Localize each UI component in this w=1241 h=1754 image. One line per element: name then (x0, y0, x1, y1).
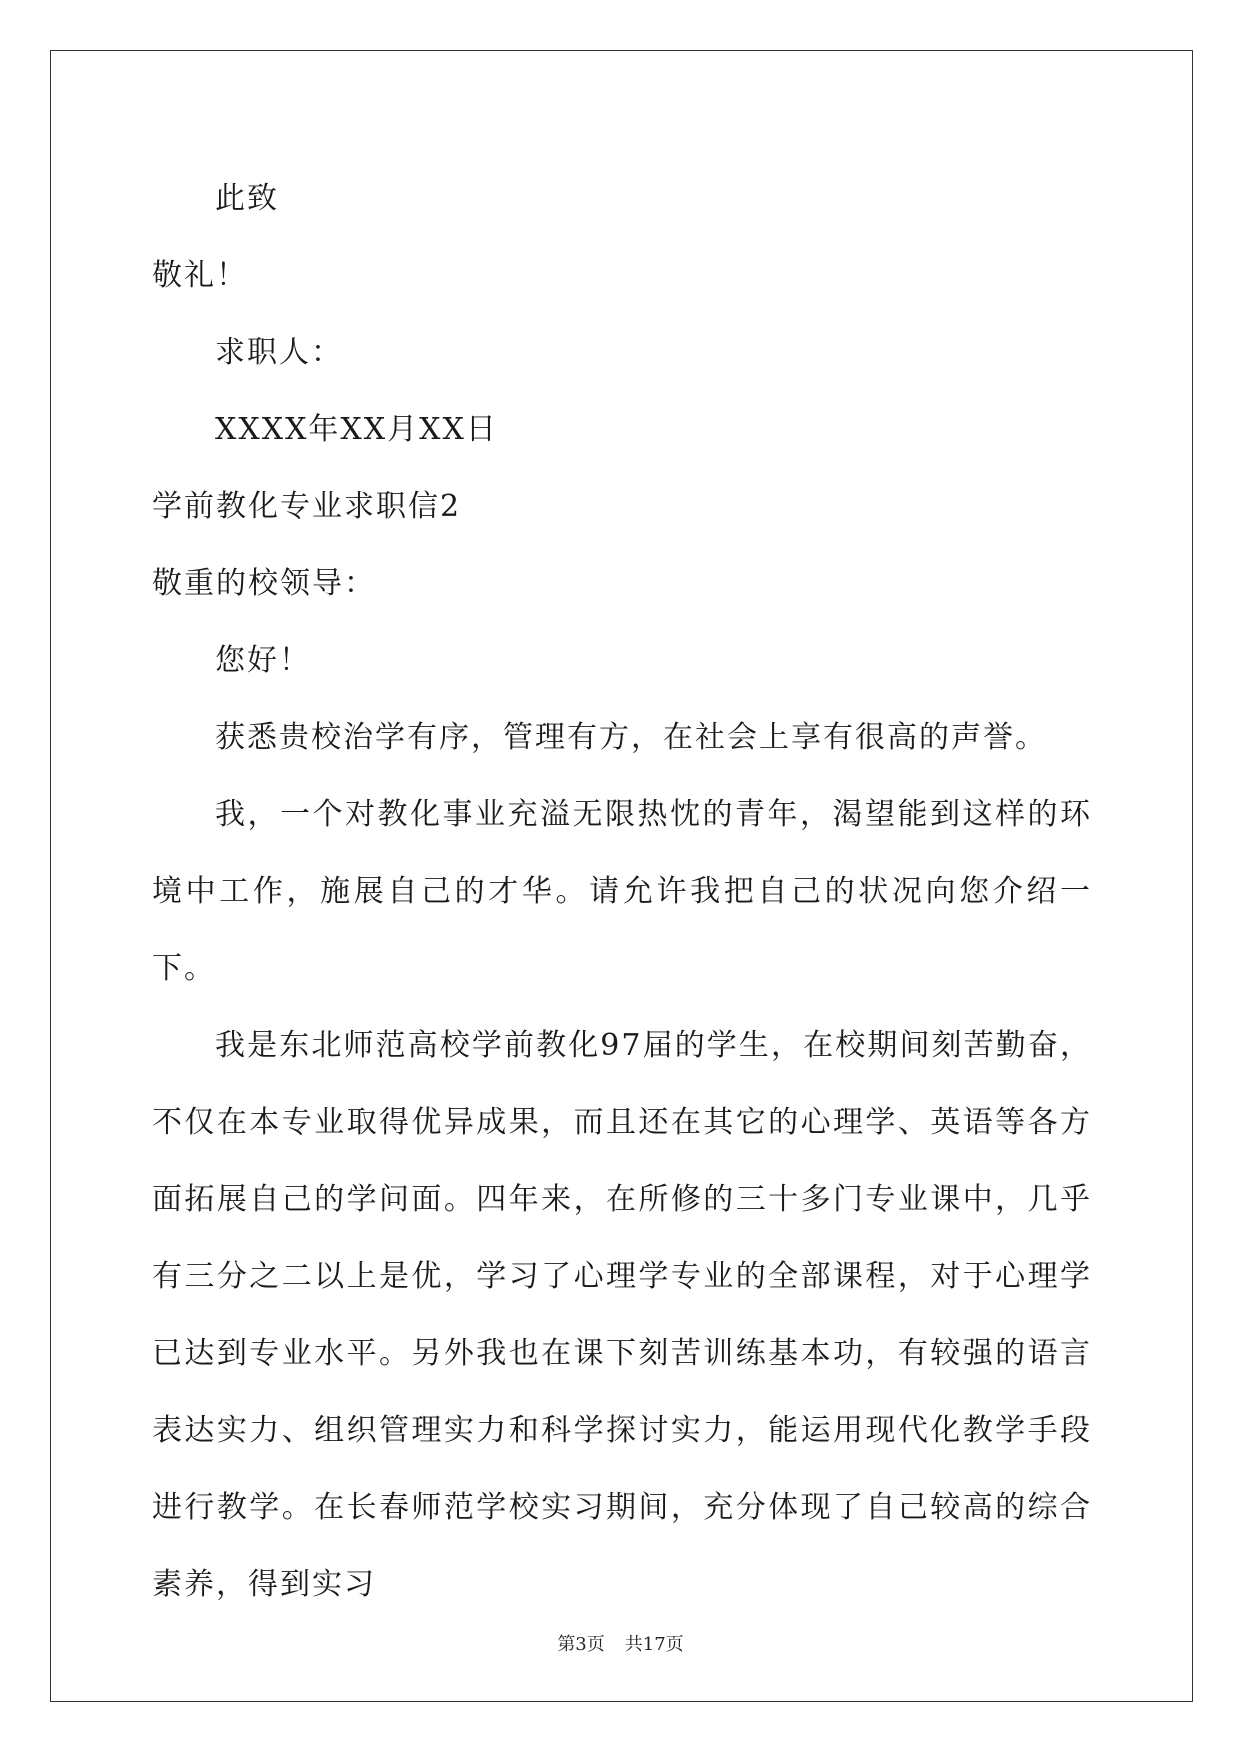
body-paragraph: 我，一个对教化事业充溢无限热忱的青年，渴望能到这样的环境中工作，施展自己的才华。请允许我把自己的状况向您介绍一下。 (152, 797, 1092, 986)
letter-greeting: 敬重的校领导： (152, 566, 376, 601)
hello-line: 您好！ (215, 643, 311, 678)
closing-salutation: 此致 (215, 181, 279, 216)
body-paragraph: 获悉贵校治学有序，管理有方，在社会上享有很高的声誉。 (215, 720, 1047, 755)
applicant-signature: 求职人： (215, 335, 343, 370)
closing-regards: 敬礼！ (152, 258, 248, 293)
body-paragraph: 我是东北师范高校学前教化97届的学生，在校期间刻苦勤奋，不仅在本专业取得优异成果，而且还在其它的心理学、英语等各方面拓展自己的学问面。四年来，在所修的三十多门专业课中，几乎有三分之二以上是优，学习了心理学专业的全部课程，对于心理学已达到专业水平。另外我也在课下刻苦训练基本功，有较强的语言表达实力、组织管理实力和科学探讨实力，能运用现代化教学手段进行教学。在长春师范学校实习期间，充分体现了自己较高的综合素养，得到实习 (152, 1028, 1092, 1602)
page-number: 第3页 (557, 1634, 605, 1655)
page-total: 共17页 (624, 1634, 684, 1655)
section-title: 学前教化专业求职信2 (152, 489, 462, 524)
document-body (152, 160, 1092, 1623)
page-footer (0, 1630, 1241, 1656)
letter-date: XXXX年XX月XX日 (215, 412, 498, 447)
